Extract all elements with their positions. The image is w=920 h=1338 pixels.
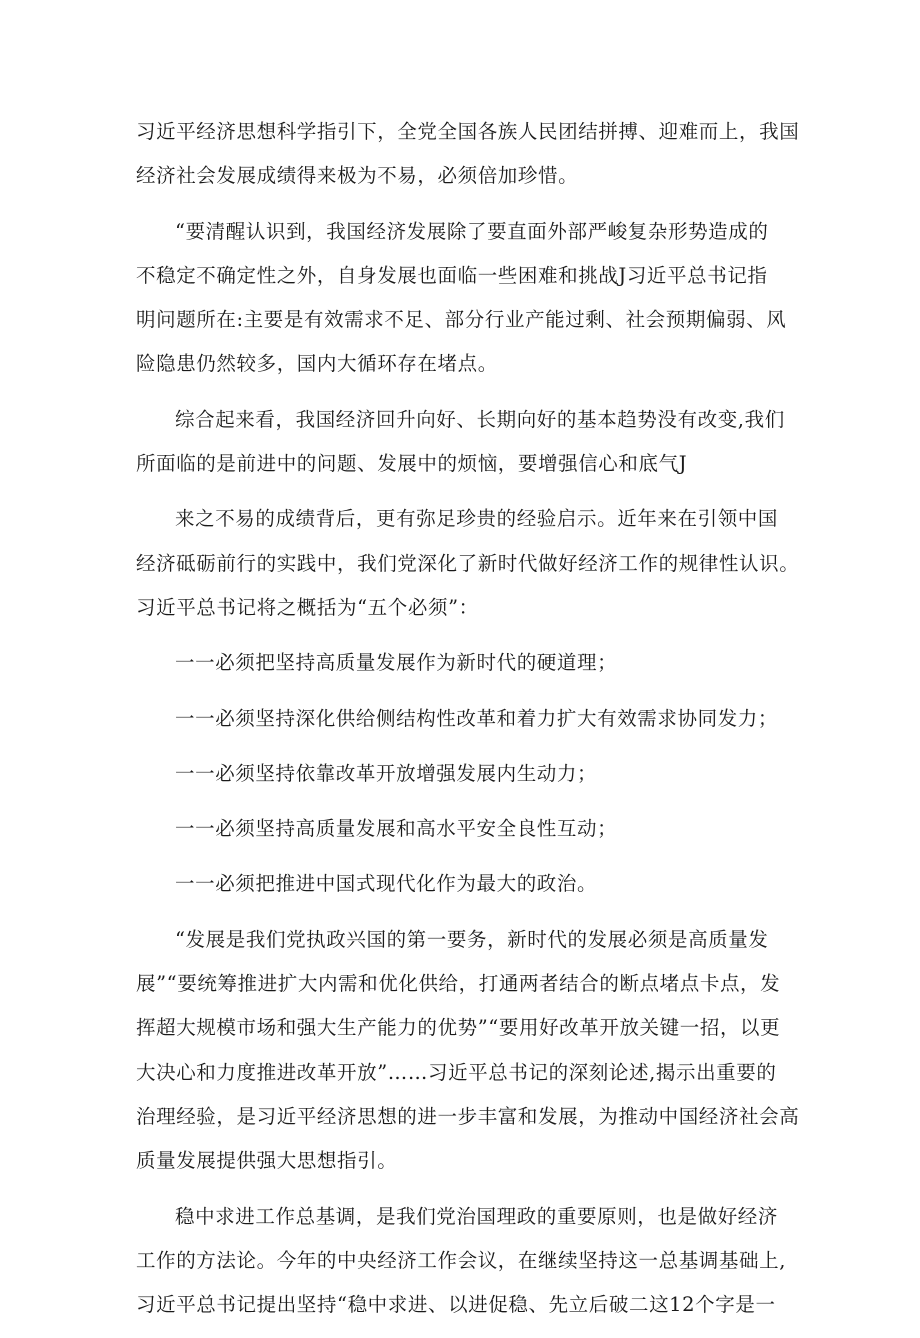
text-line: 一一必须坚持深化供给侧结构性改革和着力扩大有效需求协同发力； xyxy=(175,706,779,730)
text-line: 险隐患仍然较多，国内大循环存在堵点。 xyxy=(136,352,498,376)
text-line: 一一必须把推进中国式现代化作为最大的政治。 xyxy=(175,872,598,896)
paragraph xyxy=(136,1195,801,1328)
text-line: 明问题所在:主要是有效需求不足、部分行业产能过剩、社会预期偏弱、风 xyxy=(136,308,787,332)
text-line: 不稳定不确定性之外，自身发展也面临一些困难和挑战J习近平总书记指 xyxy=(136,263,768,287)
paragraph xyxy=(136,210,801,387)
paragraph xyxy=(136,807,801,851)
text-line: 质量发展提供强大思想指引。 xyxy=(136,1149,398,1173)
text-line: 综合起来看，我国经济回升向好、长期向好的基本趋势没有改变,我们 xyxy=(175,407,785,431)
paragraph xyxy=(136,398,801,487)
text-line: 治理经验，是习近平经济思想的进一步丰富和发展，为推动中国经济社会高 xyxy=(136,1104,800,1128)
text-line: 所面临的是前进中的问题、发展中的烦恼，要增强信心和底气J xyxy=(136,452,688,476)
paragraph xyxy=(136,110,801,199)
text-line: 经济社会发展成绩得来极为不易，必须倍加珍惜。 xyxy=(136,164,579,188)
text-line: 一一必须坚持高质量发展和高水平安全良性互动； xyxy=(175,817,618,841)
text-line: 展”“要统筹推进扩大内需和优化供给，打通两者结合的断点堵点卡点，发 xyxy=(136,972,781,996)
paragraph xyxy=(136,497,801,630)
text-line: 习近平总书记提出坚持“稳中求进、以进促稳、先立后破二这12个字是一 xyxy=(136,1293,776,1317)
text-line: 习近平总书记将之概括为“五个必须”： xyxy=(136,595,479,619)
paragraph xyxy=(136,752,801,796)
text-line: 一一必须把坚持高质量发展作为新时代的硬道理； xyxy=(175,651,618,675)
text-line: 挥超大规模市场和强大生产能力的优势”“要用好改革开放关键一招，以更 xyxy=(136,1016,781,1040)
paragraph xyxy=(136,918,801,1184)
text-line: 习近平经济思想科学指引下，全党全国各族人民团结拼搏、迎难而上，我国 xyxy=(136,120,800,143)
text-line: “要清醒认识到，我国经济发展除了要直面外部严峻复杂形势造成的 xyxy=(175,219,769,243)
text-line: 工作的方法论。今年的中央经济工作会议，在继续坚持这一总基调基础上, xyxy=(136,1248,786,1272)
text-line: 大决心和力度推进改革开放”……习近平总书记的深刻论述,揭示出重要的 xyxy=(136,1060,777,1084)
text-line: 经济砥砺前行的实践中，我们党深化了新时代做好经济工作的规律性认识。 xyxy=(136,551,800,575)
paragraph xyxy=(136,697,801,741)
text-line: 一一必须坚持依靠改革开放增强发展内生动力； xyxy=(175,761,598,785)
paragraph xyxy=(136,641,801,685)
text-line: 稳中求进工作总基调，是我们党治国理政的重要原则，也是做好经济 xyxy=(175,1204,779,1228)
paragraph xyxy=(136,862,801,906)
text-line: “发展是我们党执政兴国的第一要务，新时代的发展必须是高质量发 xyxy=(175,927,769,951)
document-body xyxy=(136,110,801,1338)
text-line: 来之不易的成绩背后，更有弥足珍贵的经验启示。近年来在引领中国 xyxy=(175,507,779,531)
